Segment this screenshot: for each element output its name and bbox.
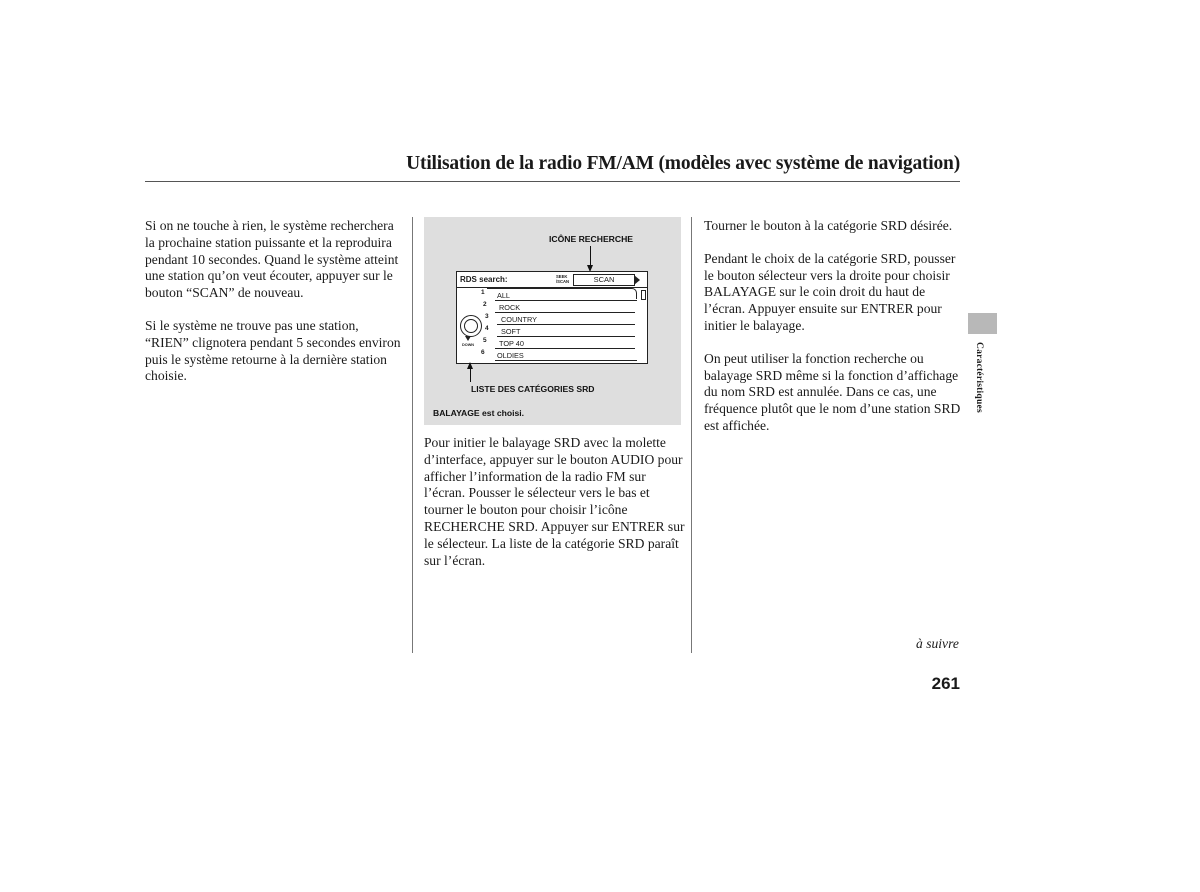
page-title: Utilisation de la radio FM/AM (modèles avec système de navigation): [406, 153, 960, 174]
seek-scan-label: SEEK /SCAN: [556, 274, 570, 284]
category-item-all[interactable]: ALL: [497, 291, 510, 300]
figure-caption: BALAYAGE est choisi.: [433, 408, 525, 418]
column-divider-left: [412, 217, 413, 653]
paragraph: Pendant le choix de la catégorie SRD, pousser le bouton sélecteur vers la droite pour choisir BALAYAGE sur le coin droit du haut de l’écran. Appuyer ensuite sur ENTRER pour initier le balayage.: [704, 250, 956, 333]
paragraph: On peut utiliser la fonction recherche ou balayage SRD même si la fonction d’affichage du nom SRD est annulée. Dans ce cas, une fréquence plutôt que le nom d’une station SRD est affichée.: [704, 350, 961, 433]
knob-down-label: DOWN: [462, 343, 475, 347]
navigation-screen: [456, 271, 648, 364]
continue-note: à suivre: [916, 636, 959, 651]
figure-rds-search: [424, 217, 681, 425]
scrollbar[interactable]: [641, 290, 646, 300]
category-number: 2: [483, 301, 487, 308]
column-left: [145, 218, 403, 401]
category-number: 4: [485, 325, 489, 332]
arrow-line-top: [590, 246, 591, 266]
arrow-line-bottom: [470, 368, 471, 382]
category-number: 3: [485, 313, 489, 320]
figure-bottom-label: LISTE DES CATÉGORIES SRD: [471, 384, 595, 394]
column-right: [704, 218, 966, 451]
list-divider: [497, 324, 635, 325]
interface-knob-icon: [460, 315, 482, 337]
list-divider: [495, 360, 637, 361]
paragraph: Si le système ne trouve pas une station, “RIEN” clignotera pendant 5 secondes environ puis le système retourne à la dernière station choisie.: [145, 317, 401, 384]
category-item-oldies[interactable]: OLDIES: [497, 351, 524, 360]
category-number: 1: [481, 289, 485, 296]
screen-header-label: RDS search:: [460, 275, 508, 284]
figure-top-label: ICÔNE RECHERCHE: [549, 234, 634, 244]
category-item-rock[interactable]: ROCK: [499, 303, 521, 312]
list-divider: [495, 348, 635, 349]
scan-button[interactable]: SCAN: [573, 274, 635, 286]
section-thumb-tab: [968, 313, 997, 334]
category-item-top-40[interactable]: TOP 40: [499, 339, 524, 348]
paragraph: Tourner le bouton à la catégorie SRD désirée.: [704, 218, 953, 233]
section-label: Caractéristiques: [974, 342, 985, 413]
scan-arrow-icon: [634, 275, 640, 285]
category-item-country[interactable]: COUNTRY: [501, 315, 537, 324]
category-item-soft[interactable]: SOFT: [501, 327, 521, 336]
list-divider: [495, 300, 637, 301]
title-rule: [145, 181, 960, 182]
column-divider-right: [691, 217, 692, 653]
list-divider: [495, 312, 635, 313]
category-number: 5: [483, 337, 487, 344]
paragraph: Pour initier le balayage SRD avec la molette d’interface, appuyer sur le bouton AUDIO pour afficher l’information de la radio FM sur l’écran. Pousser le sélecteur vers le bas et tourner le bouton pour choisir l’icône RECHERCHE SRD. Appuyer sur ENTRER sur le sélecteur. La liste de la catégorie SRD paraît sur l’écran.: [424, 435, 685, 568]
page-number: 261: [931, 674, 960, 693]
column-middle: [424, 435, 686, 585]
paragraph: Si on ne touche à rien, le système recherchera la prochaine station puissante et la reproduira pendant 10 secondes. Quand le système atteint une station qu’on veut écouter, appuyer sur le bouton “SCAN” de nouveau.: [145, 218, 399, 301]
down-arrow-icon: [465, 336, 471, 341]
list-divider: [497, 336, 635, 337]
category-number: 6: [481, 349, 485, 356]
